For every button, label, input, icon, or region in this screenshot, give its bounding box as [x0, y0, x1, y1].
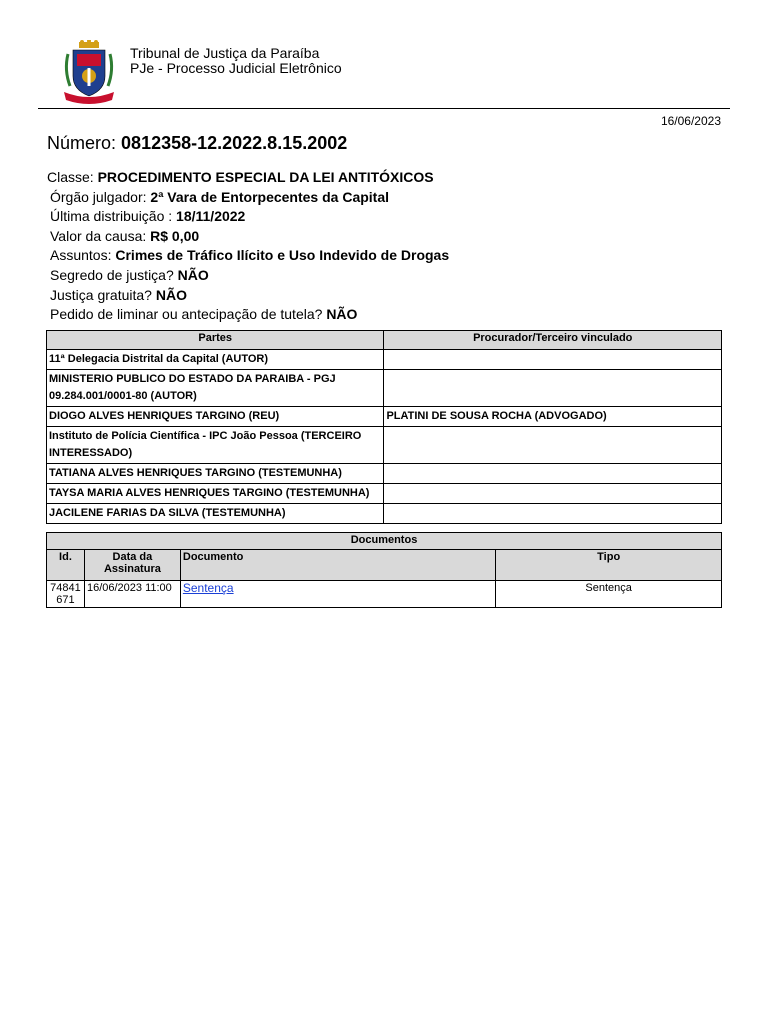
partes-table [46, 330, 722, 524]
header-divider [38, 108, 730, 109]
documento-header: Documento [180, 550, 495, 581]
table-row: 11ª Delegacia Distrital da Capital (AUTOR) [47, 350, 722, 370]
system-name: PJe - Processo Judicial Eletrônico [130, 60, 342, 76]
partes-header: Partes [47, 331, 384, 350]
table-row: TAYSA MARIA ALVES HENRIQUES TARGINO (TESTEMUNHA) [47, 484, 722, 504]
court-crest-icon [62, 40, 116, 106]
info-assuntos: Assuntos: Crimes de Tráfico Ilícito e Uso Indevido de Drogas [50, 247, 450, 264]
table-row: DIOGO ALVES HENRIQUES TARGINO (REU) PLATINI DE SOUSA ROCHA (ADVOGADO) [47, 407, 722, 427]
documentos-title: Documentos [47, 533, 722, 550]
table-row [47, 581, 722, 608]
process-number-value: 0812358-12.2022.8.15.2002 [121, 133, 348, 153]
procurador-header: Procurador/Terceiro vinculado [384, 331, 722, 350]
tipo-header: Tipo [496, 550, 722, 581]
page-header [62, 40, 742, 110]
info-classe: Classe: PROCEDIMENTO ESPECIAL DA LEI ANTITÓXICOS [47, 169, 434, 185]
info-liminar: Pedido de liminar ou antecipação de tutela? NÃO [50, 306, 358, 323]
documentos-table [46, 532, 722, 608]
partes-header-row [47, 331, 722, 350]
process-number [47, 133, 347, 154]
doc-tipo: Sentença [496, 581, 722, 608]
table-row: JACILENE FARIAS DA SILVA (TESTEMUNHA) [47, 504, 722, 524]
doc-documento-cell [180, 581, 495, 608]
data-header: Data da Assinatura [84, 550, 180, 581]
table-row: TATIANA ALVES HENRIQUES TARGINO (TESTEMUNHA) [47, 464, 722, 484]
court-name: Tribunal de Justiça da Paraíba [130, 45, 320, 61]
doc-id: 74841671 [47, 581, 85, 608]
documentos-title-row [47, 533, 722, 550]
info-segredo: Segredo de justiça? NÃO [50, 266, 209, 283]
id-header: Id. [47, 550, 85, 581]
sentenca-link[interactable]: Sentença [182, 581, 234, 595]
table-row: Instituto de Polícia Científica - IPC João Pessoa (TERCEIRO INTERESSADO) [47, 427, 722, 464]
info-gratuita: Justiça gratuita? NÃO [50, 286, 187, 303]
document-date: 16/06/2023 [660, 114, 721, 128]
table-row: MINISTERIO PUBLICO DO ESTADO DA PARAIBA - PGJ 09.284.001/0001-80 (AUTOR) [47, 370, 722, 407]
documentos-header-row [47, 550, 722, 581]
doc-data: 16/06/2023 11:00 [84, 581, 180, 608]
info-distribuicao: Última distribuição : 18/11/2022 [50, 208, 246, 225]
process-number-label: Número: [47, 133, 117, 153]
info-valor: Valor da causa: R$ 0,00 [50, 227, 200, 244]
info-orgao: Órgão julgador: 2ª Vara de Entorpecentes da Capital [50, 188, 390, 205]
process-info [47, 168, 449, 325]
